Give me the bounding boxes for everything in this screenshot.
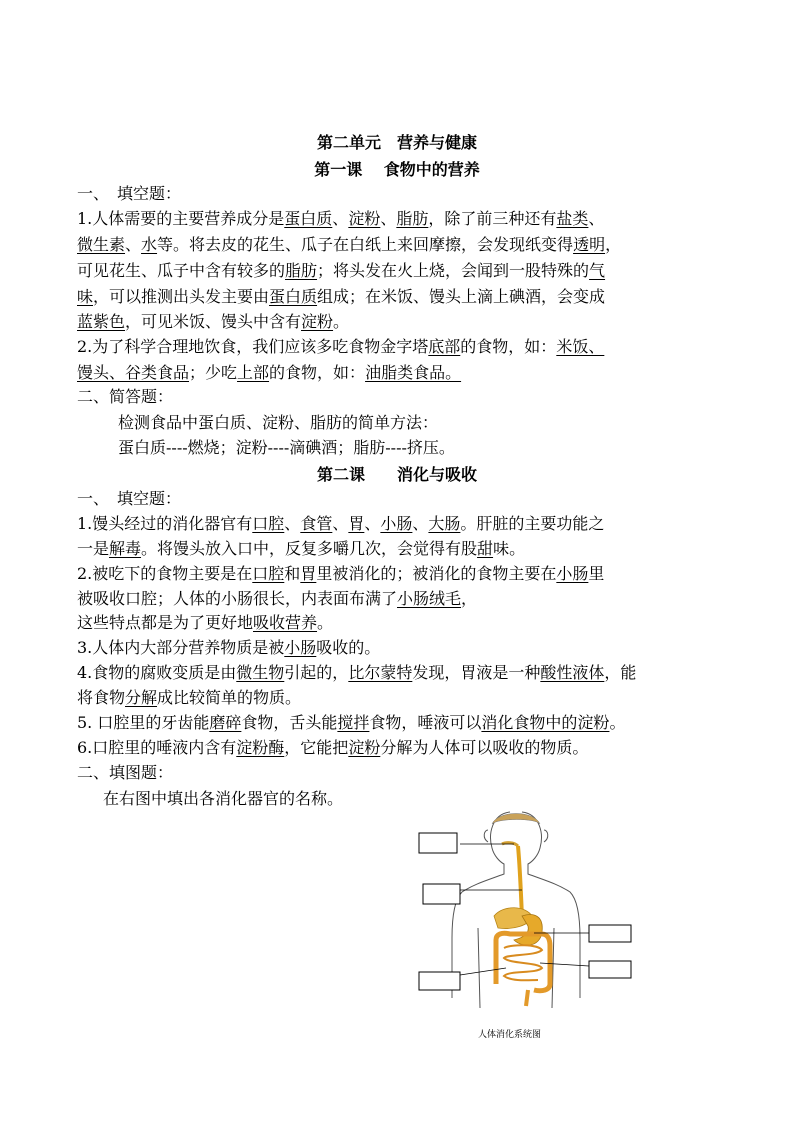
lesson1-q2-line2: 馒头、谷类食品；少吃上部的食物，如：油脂类食品。 bbox=[77, 363, 462, 382]
diagram-caption: 人体消化系统图 bbox=[478, 1030, 542, 1040]
lesson1-fill-heading: 一、 填空题： bbox=[77, 184, 182, 203]
lesson2-q1-line1: 1.馒头经过的消化器官有口腔、食管、胃、小肠、大肠。肝脏的主要功能之 bbox=[77, 514, 605, 533]
lesson2-q2-line3: 这些特点都是为了更好地吸收营养。 bbox=[77, 613, 334, 632]
lesson2-q2-line2: 被吸收口腔；人体的小肠很长，内表面布满了小肠绒毛， bbox=[77, 589, 478, 608]
lesson1-title: 第一课 食物中的营养 bbox=[314, 160, 480, 179]
lesson2-diagram-instruction: 在右图中填出各消化器官的名称。 bbox=[103, 789, 344, 808]
organ-label-box-small-intestine[interactable] bbox=[589, 961, 631, 978]
lesson2-title: 第二课 消化与吸收 bbox=[316, 465, 477, 484]
lesson2-q5: 5. 口腔里的牙齿能磨碎食物，舌头能搅拌食物，唾液可以消化食物中的淀粉。 bbox=[77, 713, 626, 732]
unit-title: 第二单元 营养与健康 bbox=[316, 133, 477, 152]
lesson1-short-answer: 蛋白质----燃烧；淀粉----滴碘酒；脂肪----挤压。 bbox=[118, 438, 455, 457]
digestive-system-diagram bbox=[418, 808, 638, 1040]
organ-label-box-esophagus[interactable] bbox=[423, 884, 460, 904]
lesson1-q1-line3: 可见花生、瓜子中含有较多的脂肪；将头发在火上烧，会闻到一股特殊的气 bbox=[77, 261, 606, 280]
lesson2-q4-line1: 4.食物的腐败变质是由微生物引起的，比尔蒙特发现，胃液是一种酸性液体，能 bbox=[77, 663, 637, 682]
lesson2-fill-heading: 一、 填空题： bbox=[77, 489, 182, 508]
lesson1-short-question: 检测食品中蛋白质、淀粉、脂肪的简单方法： bbox=[118, 413, 439, 432]
lesson2-q6: 6.口腔里的唾液内含有淀粉酶，它能把淀粉分解为人体可以吸收的物质。 bbox=[77, 738, 589, 757]
lesson1-short-heading: 二、简答题： bbox=[77, 387, 174, 406]
lesson2-q1-line2: 一是解毒。将馒头放入口中，反复多嚼几次，会觉得有股甜味。 bbox=[77, 539, 526, 558]
digestive-system-illustration bbox=[418, 808, 638, 1040]
lesson2-diagram-heading: 二、填图题： bbox=[77, 763, 174, 782]
lesson1-q1-line1: 1.人体需要的主要营养成分是蛋白质、淀粉、脂肪，除了前三种还有盐类、 bbox=[77, 209, 605, 228]
lesson1-q1-line2: 微生素、水等。将去皮的花生、瓜子在白纸上来回摩擦，会发现纸变得透明， bbox=[77, 235, 622, 254]
lesson2-q4-line2: 将食物分解成比较简单的物质。 bbox=[77, 688, 302, 707]
organ-label-box-mouth[interactable] bbox=[419, 833, 457, 853]
lesson1-q1-line4: 味，可以推测出头发主要由蛋白质组成；在米饭、馒头上滴上碘酒，会变成 bbox=[77, 287, 606, 306]
lesson2-q2-line1: 2.被吃下的食物主要是在口腔和胃里被消化的；被消化的食物主要在小肠里 bbox=[77, 564, 605, 583]
lesson1-q2-line1: 2.为了科学合理地饮食，我们应该多吃食物金字塔底部的食物，如：米饭、 bbox=[77, 337, 605, 356]
organ-label-box-large-intestine[interactable] bbox=[419, 972, 460, 990]
lesson2-q3: 3.人体内大部分营养物质是被小肠吸收的。 bbox=[77, 638, 381, 657]
organ-label-box-stomach[interactable] bbox=[589, 925, 631, 942]
lesson1-q1-line5: 蓝紫色，可见米饭、馒头中含有淀粉。 bbox=[77, 312, 350, 331]
